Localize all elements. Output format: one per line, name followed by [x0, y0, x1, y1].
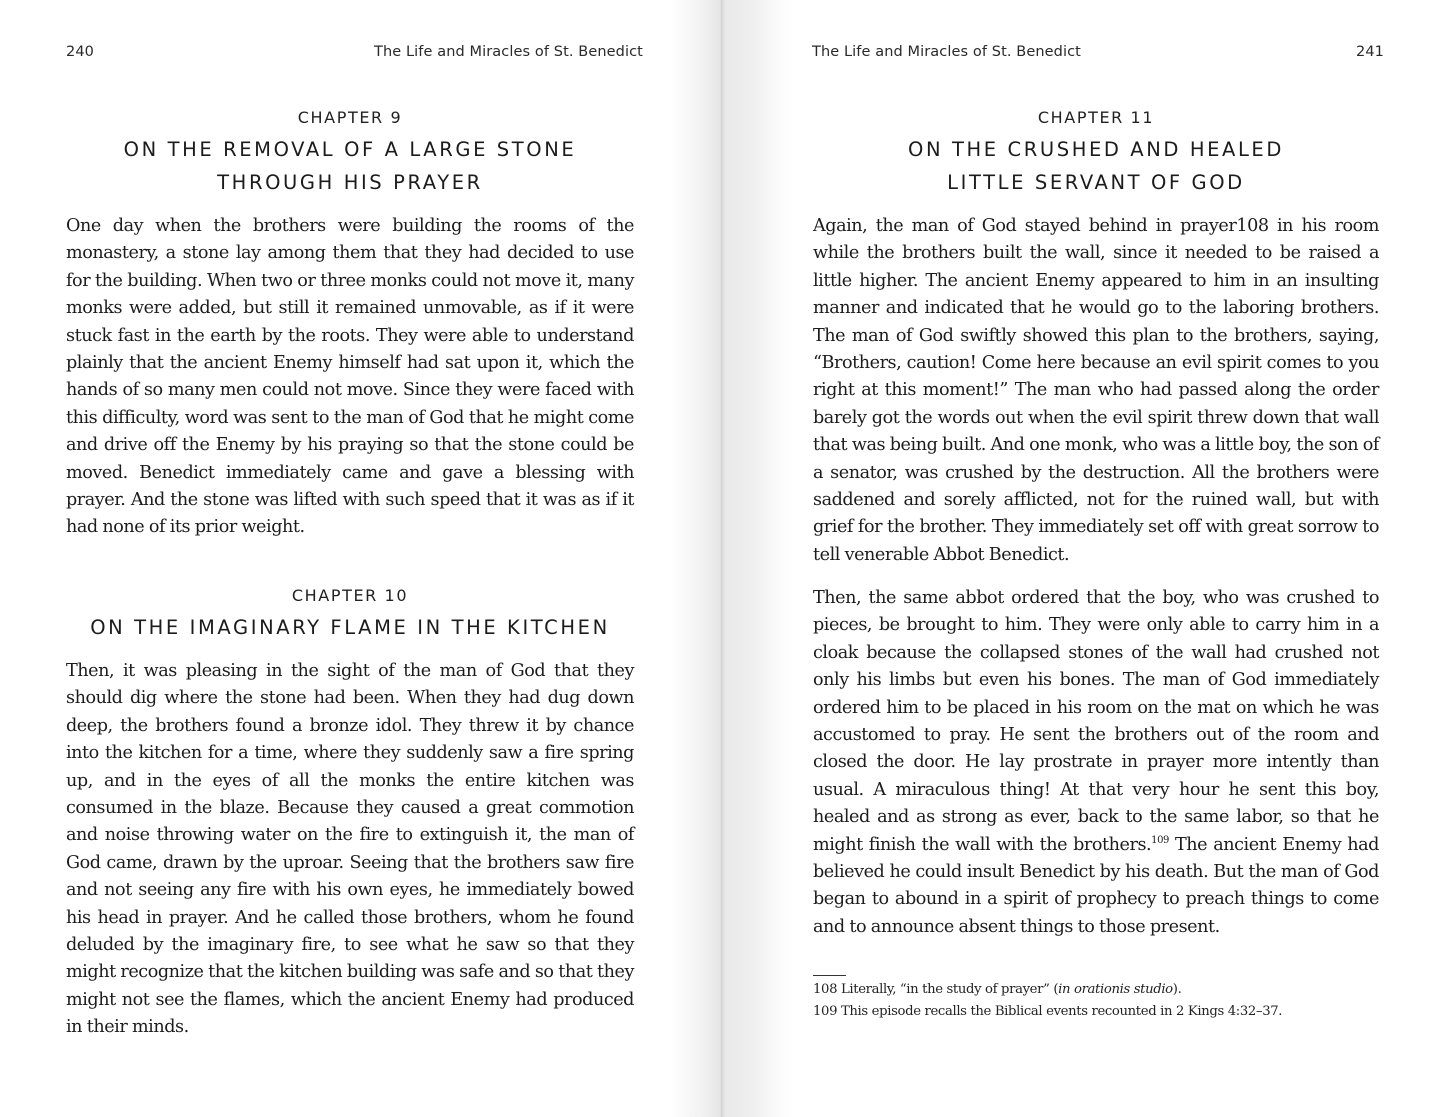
paragraph: Then, it was pleasing in the sight of the man of God that they should dig where the stone had been. When they had dug down deep, the brothers found a bronze idol. They threw it by chance into the kitchen for a time, where they suddenly saw a fire spring up, and in the eyes of all the monks the entire kitchen was consumed in the blaze. Because they caused a great commotion and noise throwing water on the fire to extinguish it, the man of God came, drawn by the uproar. Seeing that the brothers saw fire and not seeing any fire with his own eyes, he immediately bowed his head in prayer. And he called those brothers, whom he found deluded by the imaginary fire, to see what he saw so that they might recognize that the kitchen building was safe and so that they might not see the flames, which the ancient Enemy had produced in their minds.	[66, 661, 634, 1038]
running-head-right: The Life and Miracles of St. Benedict	[812, 44, 1081, 60]
footnote-reference[interactable]: 109	[1151, 834, 1169, 846]
paragraph: One day when the brothers were building the rooms of the monastery, a stone lay among them that they had decided to use for the building. When two or three monks could not move it, many monks were added, but still it remained unmovable, as if it were stuck fast in the earth by the roots. They were able to understand plainly that the ancient Enemy himself had sat upon it, which the hands of so many men could not move. Since they were faced with this difficulty, word was sent to the man of God that he might come and drive off the Enemy by his praying so that the stone could be moved. Benedict immediately came and gave a blessing with prayer. And the stone was lifted with such speed that it was as if it had none of its prior weight.	[66, 216, 634, 538]
paragraph	[813, 585, 1379, 941]
chapter-body	[66, 213, 634, 542]
footnote	[813, 1004, 1282, 1019]
footnote-text: Literally, “in the study of prayer” (	[840, 982, 1059, 997]
chapter-body	[813, 213, 1379, 569]
chapter-body	[813, 585, 1379, 941]
chapter-title	[66, 611, 634, 644]
paragraph-text: Then, the same abbot ordered that the boy, who was crushed to pieces, be brought to him. They were only able to carry him in a cloak because the collapsed stones of the wall had crushed not only his limbs but even his bones. The man of God immediately ordered him to be placed in his room on the mat on which he was accustomed to pray. He sent the brothers out of the room and closed the door. He lay prostrate in prayer more intently than usual. A miraculous thing! At that very hour he sent this boy, healed and as strong as ever, back to the same labor, so that he might finish the wall with the brothers.	[813, 588, 1379, 855]
right-page	[722, 0, 1445, 1117]
chapter-title	[66, 133, 634, 199]
footnote	[813, 982, 1181, 997]
chapter-title-line: ON THE REMOVAL OF A LARGE STONE	[123, 138, 577, 161]
running-head-left: The Life and Miracles of St. Benedict	[374, 44, 643, 60]
footnote-divider	[813, 975, 846, 976]
chapter-label: CHAPTER 10	[291, 586, 409, 605]
footnote-text: This episode recalls the Biblical events recounted in 2 Kings 4:32–37.	[840, 1004, 1283, 1019]
chapter-label: CHAPTER 9	[297, 108, 403, 127]
chapter-title	[813, 133, 1379, 199]
footnote-number: 108	[813, 982, 838, 997]
footnote-number: 109	[813, 1004, 838, 1019]
footnote-italic: in orationis studio	[1058, 982, 1173, 997]
chapter-title-line: LITTLE SERVANT OF GOD	[947, 171, 1245, 194]
chapter-body	[66, 658, 634, 1042]
paragraph-text: The ancient Enemy had believed he could insult Benedict by his death. But the man of God began to abound in a spirit of prophecy to preach things to come and to announce absent things to those present.	[813, 834, 1379, 937]
paragraph: Again, the man of God stayed behind in prayer108 in his room while the brothers built the wall, since it needed to be raised a little higher. The ancient Enemy appeared to him in an insulting manner and indicated that he would go to the laboring brothers. The man of God swiftly showed this plan to the brothers, saying, “Brothers, caution! Come here because an evil spirit comes to you right at this moment!” The man who had passed along the order barely got the words out when the evil spirit threw down that wall that was being built. And one monk, who was a little boy, the son of a senator, was crushed by the destruction. All the brothers were saddened and sorely afflicted, not for the ruined wall, but with grief for the brother. They immediately set off with great sorrow to tell venerable Abbot Benedict.	[813, 216, 1379, 565]
page-number-left: 240	[66, 44, 94, 60]
left-page	[0, 0, 722, 1117]
chapter-title-line: THROUGH HIS PRAYER	[217, 171, 483, 194]
chapter-label: CHAPTER 11	[1037, 108, 1155, 127]
footnote-text: ).	[1172, 982, 1182, 997]
page-number-right: 241	[1356, 44, 1384, 60]
chapter-title-line: ON THE IMAGINARY FLAME IN THE KITCHEN	[90, 616, 610, 639]
chapter-title-line: ON THE CRUSHED AND HEALED	[908, 138, 1284, 161]
